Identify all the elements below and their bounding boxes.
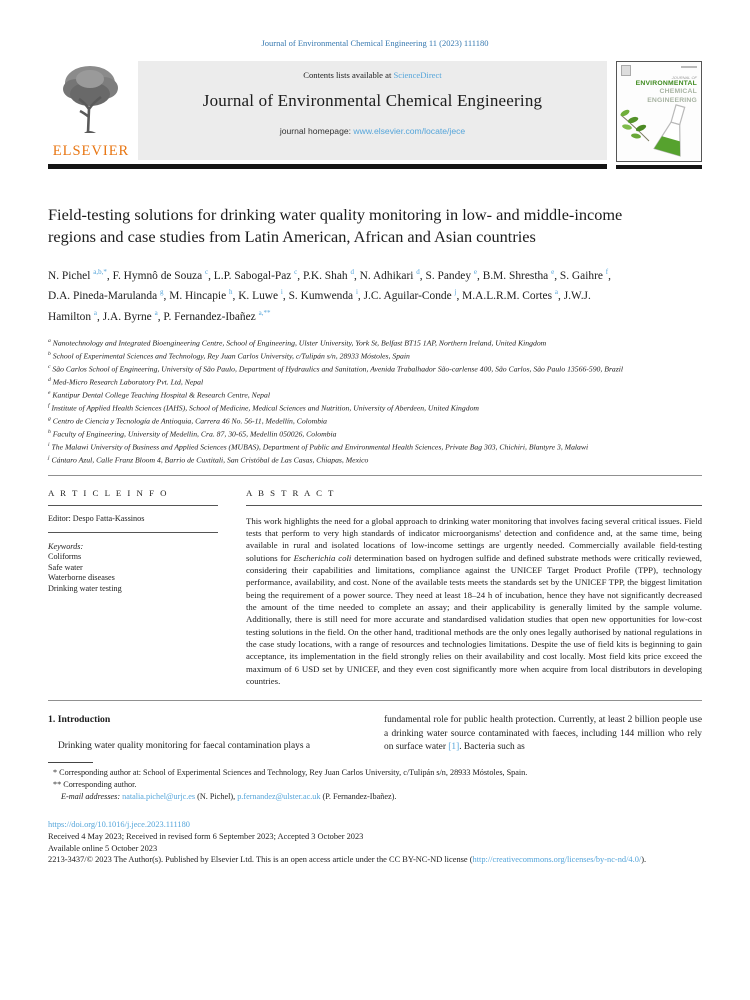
journal-title: Journal of Environmental Chemical Engineering [202, 91, 543, 110]
affiliation-label: d [48, 376, 51, 383]
affiliation-label: j [48, 454, 50, 461]
keyword-item: Safe water [48, 562, 83, 572]
affiliation-label: f [48, 402, 50, 409]
author-name: J.A. Byrne [102, 310, 155, 323]
intro-right-text1: fundamental role for public health protection. Currently, at least 2 billion people use a drinking water source contaminated with faeces, including 144 million who rely on surface water [384, 715, 702, 752]
author-name: B.M. Shrestha [482, 269, 552, 282]
running-head-journal-ref: Journal of Environmental Chemical Engineering 11 (2023) 111180 [261, 38, 489, 48]
keyword-item: Coliforms [48, 552, 82, 562]
email-label: E-mail addresses: [61, 792, 123, 801]
email-link-pichel[interactable]: natalia.pichel@urjc.es [122, 792, 196, 801]
email-line [48, 791, 702, 803]
elsevier-logo [48, 61, 134, 160]
author-name: F. Hymnô de Souza [112, 269, 205, 282]
author-name: J.C. Aguilar-Conde [363, 290, 455, 303]
author-affiliation-sup: g [159, 288, 164, 297]
footnote-block [48, 762, 702, 803]
cover-title-top: JOURNAL OF [671, 75, 697, 80]
author-affiliation-sup: d [416, 268, 420, 276]
author-affiliation-sup: c [204, 268, 209, 276]
author-affiliation-sup: i [280, 288, 283, 297]
author-affiliation-sup: c [294, 268, 298, 276]
author-list: N. Pichel $^{a,b,*}$, F. Hymnô de Souza $^c$, L.P. Sabogal-Paz $^c$, P.K. Shah $^d$, N. Adhikari $^d$, S. Pandey $^e$, B.M. Shrestha $^e$, S. Gaihre $^f$, D.A. Pineda-Marulanda $^g$, M. Hincapie $^h$, K. Luwe $^i$, S. Kumwenda $^i$, J.C. Aguilar-Conde $^j$, M.A.L.R.M. Cortes $^a$, J.W.J. Hamilton $^a$, J.A. Byrne $^a$, P. Fernandez-Ibañez $^{a,**}$ [48, 268, 611, 323]
author-affiliation-sup: a [93, 308, 97, 317]
author-affiliation-sup: a,** [258, 308, 271, 317]
contents-line [148, 70, 597, 80]
elsevier-tree-icon [60, 63, 122, 137]
cover-publisher-mark-icon [621, 65, 631, 76]
intro-right-paragraph [384, 714, 702, 754]
affiliation-item: $^b$ School of Experimental Sciences and Technology, Rey Juan Carlos University, c/Tulipán s/n, 28933 Móstoles, Spain [48, 350, 410, 361]
affiliation-label: g [48, 415, 51, 422]
copyright-line [48, 854, 702, 866]
info-abstract-block [48, 476, 702, 688]
author-affiliation-sup: j [454, 288, 457, 297]
keyword-item: Waterborne diseases [48, 573, 115, 583]
article-info-column [48, 488, 218, 688]
cover-title-line2: CHEMICAL [659, 88, 697, 96]
article-title: Field-testing solutions for drinking water quality monitoring in low- and middle-income regions and case studies from Latin American, African and Asian countries [48, 205, 623, 246]
journal-cover-thumbnail [616, 61, 702, 162]
section-divider-bottom [48, 700, 702, 701]
keywords-list [48, 552, 218, 594]
copyright-text: 2213-3437/© 2023 The Author(s). Published by Elsevier Ltd. This is an open access article under the CC BY-NC-ND license ( [48, 855, 473, 865]
footnote-rule [48, 762, 93, 763]
abstract-column [246, 488, 702, 688]
doi-link[interactable]: https://doi.org/10.1016/j.jece.2023.111180 [48, 820, 190, 829]
masthead [48, 61, 702, 169]
doi-line [48, 820, 702, 829]
homepage-line [148, 126, 597, 136]
homepage-prefix: journal homepage: [279, 126, 354, 136]
flask-icon [617, 103, 701, 161]
author-affiliation-sup: e [473, 268, 478, 276]
author-affiliation-sup: d [350, 268, 354, 276]
author-name: J.W.J. Hamilton [48, 290, 591, 323]
affiliation-label: e [48, 389, 51, 396]
affiliation-item: $^i$ The Malawi University of Business and Applied Sciences (MUBAS), Department of Public and Environmental Health Sciences, Private Bag 303, Chichiri, Blantyre 3, Malawi [48, 441, 589, 452]
keyword-item: Drinking water testing [48, 583, 122, 593]
author-name: K. Luwe [238, 290, 281, 303]
available-online-line: Available online 5 October 2023 [48, 843, 158, 853]
author-affiliation-sup: f [605, 268, 609, 276]
footnote-1-text: Corresponding author at: School of Experimental Sciences and Technology, Rey Juan Carlos University, c/Tulipán s/n, 28933 Móstoles, Spain. [57, 768, 528, 777]
editor-line: Editor: Despo Fatta-Kassinos [48, 506, 218, 533]
author-name: N. Pichel [48, 269, 94, 282]
affiliation-item: $^d$ Med-Micro Research Laboratory Pvt. Ltd, Nepal [48, 376, 204, 387]
author-name: L.P. Sabogal-Paz [213, 269, 295, 282]
affiliation-item: $^a$ Nanotechnology and Integrated Bioengineering Centre, School of Engineering, Ulster University, York St, Belfast BT15 1AP, Northern Ireland, United Kingdom [48, 337, 547, 348]
sciencedirect-link[interactable]: ScienceDirect [393, 70, 442, 80]
affiliation-item: $^f$ Institute of Applied Health Sciences (IAHS), School of Medicine, Medical Sciences and Nutrition, University of Aberdeen, United Kingdom [48, 402, 479, 413]
abstract-heading: A B S T R A C T [246, 488, 702, 506]
affiliation-item: $^g$ Centro de Ciencia y Tecnología de Antioquia, Carrera 46 No. 56-11, Medellín, Colombia [48, 415, 328, 426]
journal-cover-column [616, 61, 702, 169]
affiliation-label: c [48, 363, 51, 370]
email-2-suffix: (P. Fernandez-Ibañez). [320, 792, 397, 801]
footnote-2-marker: ** [53, 780, 62, 789]
intro-left-paragraph: Drinking water quality monitoring for faecal contamination plays a [58, 741, 311, 752]
intro-left-column [48, 714, 366, 754]
author-affiliation-sup: i [355, 288, 358, 297]
author-name: P. Fernandez-Ibañez [163, 310, 259, 323]
footnote-1-marker: * [53, 768, 58, 777]
author-affiliation-sup: a [154, 308, 158, 317]
footnote-corresponding-2 [48, 779, 702, 791]
copyright-text-end: ). [641, 855, 647, 865]
cover-issue-decoration [681, 66, 697, 68]
affiliation-label: a [48, 337, 51, 344]
abstract-part1: This work highlights the need for a global approach to drinking water monitoring that involves facing several critical issues. Field tests that perform to very high standards of indicator microorganisms' detection and confidence and, at the same time, being available in rural and isolated locations of low-income settings are urgently needed. Commercially available field-testing solutions for [246, 515, 702, 563]
author-name: D.A. Pineda-Marulanda [48, 290, 160, 303]
masthead-divider-bar [48, 164, 607, 169]
author-name: P.K. Shah [302, 269, 351, 282]
intro-heading: 1. Introduction [48, 714, 111, 726]
author-affiliation-sup: h [228, 288, 233, 297]
homepage-link[interactable]: www.elsevier.com/locate/jece [353, 126, 466, 136]
footnote-2-text: Corresponding author. [61, 780, 137, 789]
email-link-fernandez[interactable]: p.fernandez@ulster.ac.uk [237, 792, 321, 801]
affiliation-item: $^h$ Faculty of Engineering, University of Medellin, Cra. 87, 30-65, Medellin 050026, Colombia [48, 428, 337, 439]
elsevier-wordmark: ELSEVIER [52, 143, 130, 159]
cover-title [636, 75, 697, 105]
author-affiliation-sup: e [551, 268, 555, 276]
intro-right-column [384, 714, 702, 754]
masthead-main [48, 61, 607, 169]
author-name: S. Pandey [425, 269, 474, 282]
affiliation-item: $^j$ Cántaro Azul, Calle Franz Bloom 4, Barrio de Cuxtitali, San Cristóbal de Las Casas, Chiapas, Mexico [48, 454, 369, 465]
received-dates-line: Received 4 May 2023; Received in revised form 6 September 2023; Accepted 3 October 2023 [48, 832, 364, 841]
abstract-species-italic: Escherichia coli [293, 552, 352, 563]
affiliation-label: h [48, 428, 51, 435]
keywords-label: Keywords: [48, 541, 84, 551]
affiliation-label: b [48, 350, 51, 357]
intro-right-text2: . Bacteria such as [459, 741, 525, 752]
cover-title-line1: ENVIRONMENTAL [635, 80, 697, 87]
affiliation-item: $^e$ Kantipur Dental College Teaching Hospital & Research Centre, Nepal [48, 389, 270, 400]
cc-license-link[interactable]: http://creativecommons.org/licenses/by-nc-nd/4.0/ [472, 855, 642, 865]
introduction-section [48, 714, 702, 754]
affiliation-list [48, 336, 702, 466]
footnote-corresponding-1 [48, 767, 702, 779]
abstract-part2: determination based on hydrogen sulfide and defined substrate methods were critically reviewed, considering their capabilities and limitations, compliance against the UNICEF Target Product Profile (TPP), technology performance, availability, and cost. None of the available tests meets the standards set by the UNICEF TPP, the biggest limitation being the requirement of a power source. They need at least 18–24 h of incubation, hence they have not significantly decreased the amount of the time needed to complete an assay; and their applicability is generally limited by the sample volume. Additionally, there is still need for more accurate and standardised validation studies that open new opportunities for low-cost testing solutions in the field. On the other hand, traditional methods are the only ones legally authorised by national regulations in the case study locations, with a range of resources and technologies limitations. Despite the use of field kits is beginning to gain acceptance, its implementation in the field strongly relies on their availability and cost locally. Most field kits price exceed the maximum of 6 USD set by UNICEF, and they even cost significantly more when acquire from local distributors in developing countries. [246, 552, 702, 687]
citation-ref-1[interactable]: [1] [448, 741, 460, 752]
author-affiliation-sup: a,b,* [93, 268, 107, 276]
author-name: N. Adhikari [359, 269, 417, 282]
abstract-text [246, 515, 702, 688]
article-info-heading: A R T I C L E I N F O [48, 488, 218, 506]
affiliation-item: $^c$ São Carlos School of Engineering, University of São Paulo, Department of Hydraulics and Sanitation, Avenida Trabalhador São-carlense 400, São Carlos, São Paulo 13566-590, Brazil [48, 363, 624, 374]
author-affiliation-sup: a [554, 288, 558, 297]
author-name: M.A.L.R.M. Cortes [462, 290, 555, 303]
author-name: S. Kumwenda [288, 290, 356, 303]
author-name: M. Hincapie [169, 290, 229, 303]
journal-banner [138, 61, 607, 160]
cover-title-line3: ENGINEERING [647, 96, 697, 104]
affiliation-label: i [48, 441, 50, 448]
contents-prefix: Contents lists available at [303, 70, 394, 80]
email-1-suffix: (N. Pichel), [195, 792, 238, 801]
author-name: S. Gaihre [559, 269, 606, 282]
cover-divider-bar [616, 165, 702, 169]
